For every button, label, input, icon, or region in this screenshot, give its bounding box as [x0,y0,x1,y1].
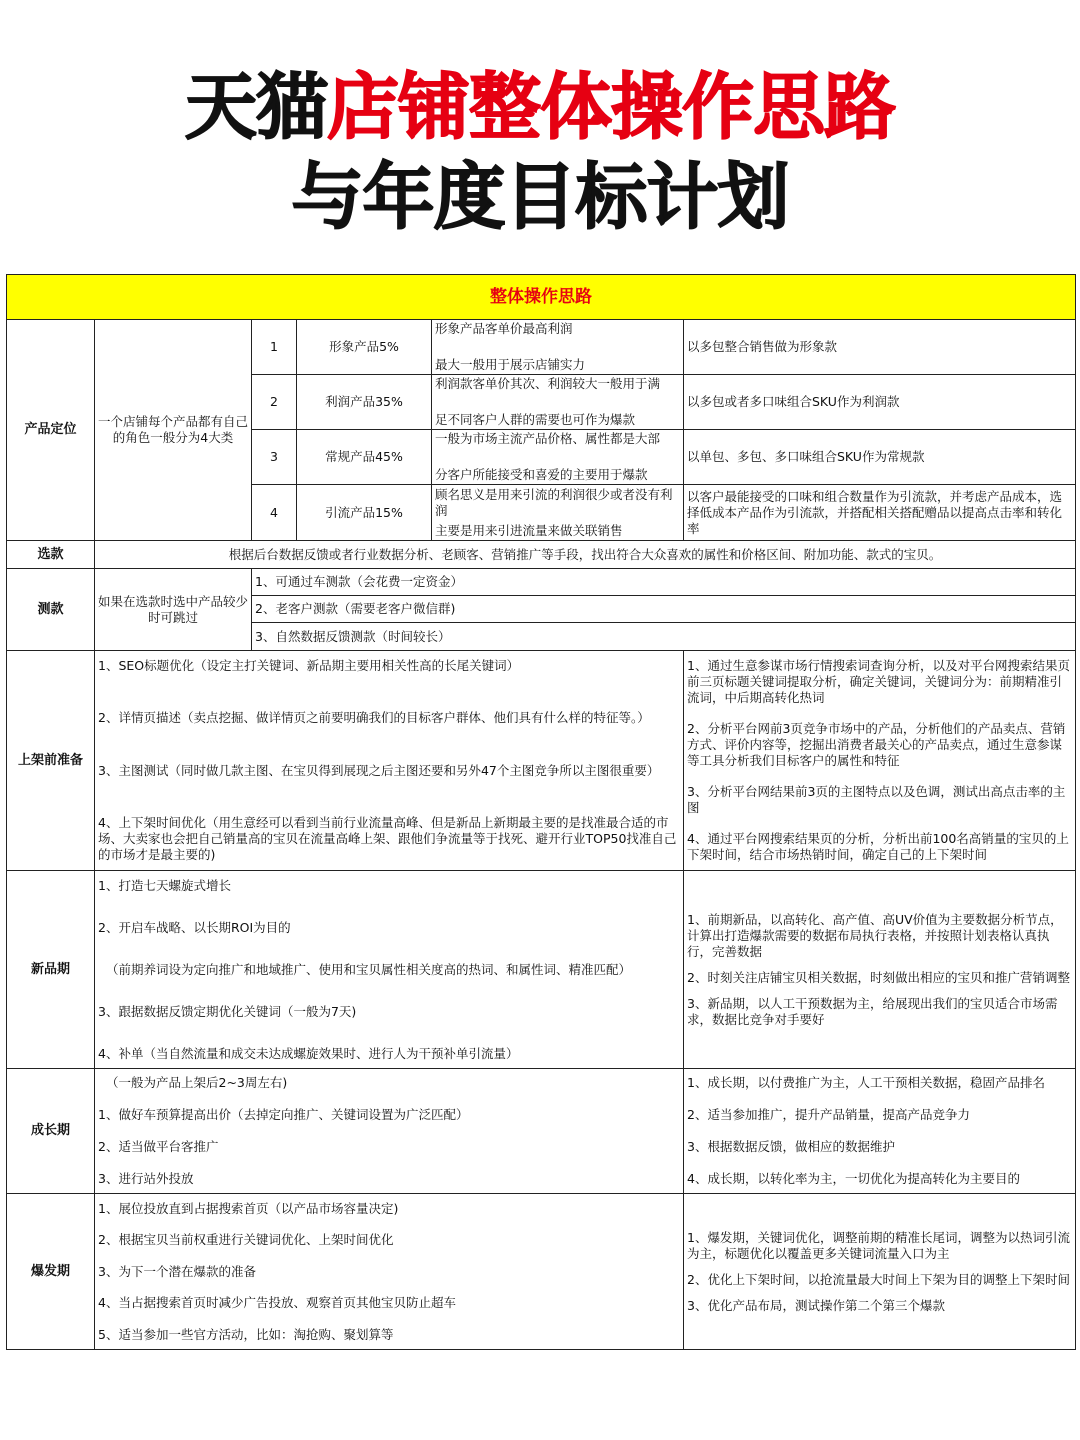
new-product-actions [95,871,684,1069]
product-method: 以单包、多包、多口味组合SKU作为常规款 [684,430,1076,485]
growth-detail: 4、成长期，以转化率为主，一切优化为提高转化为主要目的 [687,1171,1020,1186]
new-product-item: 4、补单（当自然流量和成交未达成螺旋效果时、进行人为干预补单引流量） [98,1045,519,1061]
product-type: 利润产品35% [297,375,432,430]
product-desc [432,320,684,375]
growth-detail: 3、根据数据反馈，做相应的数据维护 [687,1139,895,1154]
product-desc-line1: 形象产品客单价最高利润 [435,321,573,336]
burst-item: 1、展位投放直到占据搜索首页（以产品市场容量决定) [98,1200,399,1216]
product-desc-line2: 最大一般用于展示店铺实力 [435,357,586,372]
product-desc-line2: 足不同客户人群的需要也可作为爆款 [435,412,636,427]
testing-item: 3、自然数据反馈测款（时间较长） [252,623,1076,651]
pre-launch-detail: 2、分析平台网前3页竞争市场中的产品，分析他们的产品卖点、营销方式、评价内容等，挖掘出消费者最关心的产品卖点，通过生意参谋等工具分析我们目标客户的属性和特征 [687,720,1066,768]
product-method: 以多包或者多口味组合SKU作为利润款 [684,375,1076,430]
title-line-2: 与年度目标计划 [291,155,789,239]
selection-text: 根据后台数据反馈或者行业数据分析、老顾客、营销推广等手段，找出符合大众喜欢的属性和价格区间、附加功能、款式的宝贝。 [95,541,1076,569]
growth-detail: 1、成长期，以付费推广为主，人工干预相关数据，稳固产品排名 [687,1075,1045,1090]
product-desc [432,485,684,541]
category-product-positioning: 产品定位 [7,320,95,541]
testing-item: 1、可通过车测款（会花费一定资金） [252,569,1076,596]
growth-item: （一般为产品上架后2~3周左右) [106,1075,288,1090]
product-no: 1 [252,320,297,375]
pre-launch-detail: 1、通过生意参谋市场行情搜索词查询分析，以及对平台网搜索结果页前三页标题关键词提取分析，确定关键词，关键词分为：前期精准引流词，中后期高转化热词 [687,657,1070,705]
product-desc [432,375,684,430]
title-black-part: 天猫 [184,65,327,149]
pre-launch-item: 3、主图测试（同时做几款主图、在宝贝得到展现之后主图还要和另外47个主图竞争所以主图很重要） [98,762,660,778]
growth-item: 1、做好车预算提高出价（去掉定向推广、关键词设置为广泛匹配） [98,1107,469,1122]
page-title [0,62,1080,242]
new-product-item: 2、开启车战略、以长期ROI为目的 [98,919,291,935]
operation-table [6,274,1076,1350]
burst-detail: 2、优化上下架时间，以抢流量最大时间上下架为目的调整上下架时间 [687,1271,1070,1287]
new-product-item: 3、跟据数据反馈定期优化关键词（一般为7天) [98,1003,357,1019]
category-selection: 选款 [7,541,95,569]
product-type: 形象产品5% [297,320,432,375]
growth-details [684,1069,1076,1194]
new-product-detail: 3、新品期，以人工干预数据为主，给展现出我们的宝贝适合市场需求，数据比竞争对手要好 [687,995,1058,1027]
pre-launch-detail: 3、分析平台网结果前3页的主图特点以及色调，测试出高点击率的主图 [687,784,1066,816]
product-desc-line1: 一般为市场主流产品价格、属性都是大部 [435,431,661,446]
growth-item: 2、适当做平台客推广 [98,1139,219,1154]
growth-item: 3、进行站外投放 [98,1171,194,1186]
category-growth: 成长期 [7,1069,95,1194]
category-pre-launch: 上架前准备 [7,651,95,871]
pre-launch-detail: 4、通过平台网搜索结果页的分析，分析出前100名高销量的宝贝的上下架时间，结合市场热销时间，确定自己的上下架时间 [687,831,1069,863]
burst-detail: 3、优化产品布局，测试操作第二个第三个爆款 [687,1297,945,1313]
new-product-item: （前期养词设为定向推广和地域推广、使用和宝贝属性相关度高的热词、和属性词、精准匹配） [106,961,632,977]
category-testing: 测款 [7,569,95,651]
product-no: 2 [252,375,297,430]
pre-launch-item: 1、SEO标题优化（设定主打关键词、新品期主要用相关性高的长尾关键词） [98,657,520,673]
testing-note: 如果在选款时选中产品较少时可跳过 [95,569,252,651]
testing-item: 2、老客户测款（需要老客户微信群) [252,596,1076,623]
new-product-detail: 1、前期新品，以高转化、高产值、高UV价值为主要数据分析节点，计算出打造爆款需要的数据布局执行表格，并按照计划表格认真执行，完善数据 [687,911,1063,959]
title-line-1 [0,62,1080,152]
pre-launch-details [684,651,1076,871]
growth-detail: 2、适当参加推广，提升产品销量，提高产品竞争力 [687,1107,970,1122]
product-type: 常规产品45% [297,430,432,485]
category-new-product: 新品期 [7,871,95,1069]
product-desc-line2: 主要是用来引进流量来做关联销售 [435,522,623,538]
product-method: 以客户最能接受的口味和组合数量作为引流款，并考虑产品成本，选择低成本产品作为引流款，并搭配相关搭配赠品以提高点击率和转化率 [684,485,1076,541]
product-desc-line2: 分客户所能接受和喜爱的主要用于爆款 [435,467,648,482]
pre-launch-item: 2、详情页描述（卖点挖掘、做详情页之前要明确我们的目标客户群体、他们具有什么样的特征等。） [98,710,650,726]
new-product-details [684,871,1076,1069]
positioning-description: 一个店铺每个产品都有自己的角色一般分为4大类 [95,320,252,541]
new-product-detail: 2、时刻关注店铺宝贝相关数据，时刻做出相应的宝贝和推广营销调整 [687,969,1070,985]
burst-item: 4、当占据搜索首页时减少广告投放、观察首页其他宝贝防止超车 [98,1295,456,1310]
section-banner: 整体操作思路 [7,275,1076,320]
product-method: 以多包整合销售做为形象款 [684,320,1076,375]
pre-launch-actions [95,651,684,871]
burst-actions [95,1194,684,1350]
category-burst: 爆发期 [7,1194,95,1350]
product-no: 4 [252,485,297,541]
burst-detail: 1、爆发期，关键词优化，调整前期的精准长尾词，调整为以热词引流为主，标题优化以覆盖更多关键词流量入口为主 [687,1229,1070,1261]
burst-item: 3、为下一个潜在爆款的准备 [98,1263,256,1279]
product-type: 引流产品15% [297,485,432,541]
product-desc [432,430,684,485]
growth-actions [95,1069,684,1194]
product-desc-line1: 利润款客单价其次、利润较大一般用于满 [435,376,661,391]
burst-details [684,1194,1076,1350]
new-product-item: 1、打造七天螺旋式增长 [98,877,231,893]
burst-item: 5、适当参加一些官方活动，比如：淘抢购、聚划算等 [98,1326,394,1342]
burst-item: 2、根据宝贝当前权重进行关键词优化、上架时间优化 [98,1232,394,1247]
pre-launch-item: 4、上下架时间优化（用生意经可以看到当前行业流量高峰、但是新品上新期最主要的是找准最合适的市场、大卖家也会把自己销量高的宝贝在流量高峰上架、跟他们争流量等于找死、避开行业TOP50找准自己的市场才是最主要的) [98,815,677,863]
product-desc-line1: 顾名思义是用来引流的利润很少或者没有利润 [435,486,673,518]
title-red-part: 店铺整体操作思路 [327,65,896,149]
product-no: 3 [252,430,297,485]
